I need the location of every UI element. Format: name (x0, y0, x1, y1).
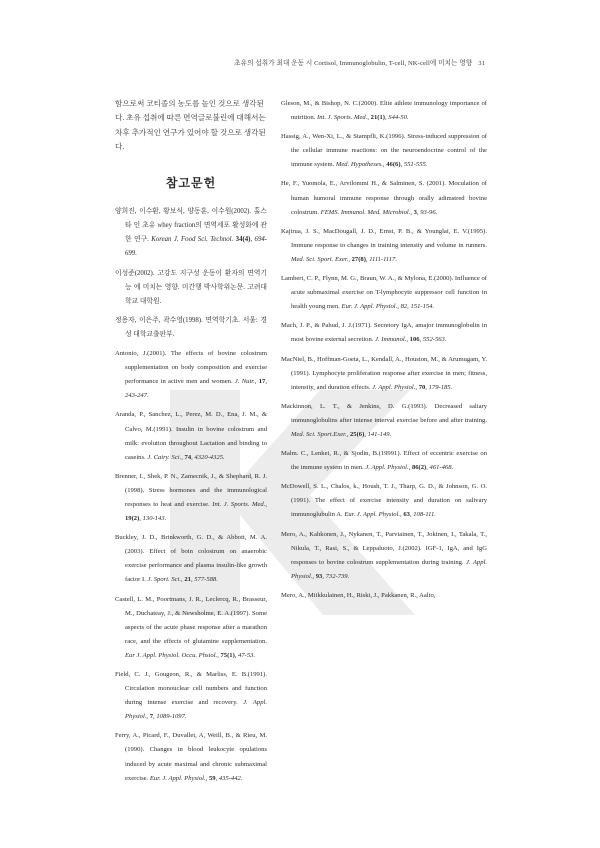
reference-entry (115, 593, 267, 663)
reference-entry (281, 319, 487, 347)
reference-pages: , 552-563. (419, 336, 447, 344)
reference-pages: , 130-143. (139, 515, 167, 523)
reference-volume: 59 (207, 774, 216, 782)
reference-source: Eur. J. Appl. Physiol., (344, 511, 402, 519)
reference-source: Med. Sci. Sport.Exer., (291, 430, 349, 438)
reference-source: J. Nutr., (234, 378, 257, 386)
reference-source: Int. J. Sports. Med., (317, 114, 370, 122)
reference-source: Med. Hypotheses., (335, 161, 385, 169)
reference-text: Field, C. J., Gougeon, R., & Marliss, E. B.(1991). Circulation monouclear cell numbers and function during intense exercise and recovery. (115, 671, 267, 707)
reference-volume: 93 (314, 572, 323, 580)
reference-volume: 7 (148, 713, 154, 721)
reference-volume: 27(8) (349, 255, 366, 263)
reference-text: Kajirua, J. S., MacDougall, J. D., Ernst, P. B., & Younglai, E. V.(1995). Immune response to changes in training intensity and volume in runners. (281, 227, 487, 249)
reference-source: J. Appl. Physiol., (372, 383, 418, 391)
reference-volume: 17 (256, 378, 266, 386)
reference-source: Med. Sci. Sport. Exer., (291, 255, 350, 263)
left-column (115, 97, 267, 791)
reference-text: Gleson, M., & Bishop, N. C.(2000). Elite athlete immunology importance of nutrition. (281, 100, 487, 122)
reference-source: Eur. J. Appl. Physiol., (149, 774, 208, 782)
running-title: 초유의 섭취가 최대 운동 시 Cortisol, Immunoglobulin, T-cell, NK-cell에 미치는 영향 (234, 60, 473, 67)
reference-volume: 106 (408, 336, 420, 344)
reference-entry (115, 267, 267, 309)
reference-entry (281, 97, 487, 125)
reference-entry (281, 177, 487, 219)
reference-pages: , 694-699. (125, 236, 268, 258)
references-heading: 참고문헌 (165, 176, 217, 191)
reference-entry (281, 130, 487, 172)
reference-source: Int. J. Sports. Med., (212, 500, 267, 508)
reference-source: Eur J. Appl. Physiol. Occu. Phsiol., (125, 651, 219, 659)
reference-pages: , S44-50. (384, 114, 409, 122)
reference-entry (281, 589, 487, 603)
reference-text: Castell, L. M., Poortmans, J. R., Leclercq, R., Brasseur, M., Duchateay, J., & Newsholme, E. A.(1997). Some aspects of the acute phase response after a marathon race, and the effects of glutamine supplementation. (115, 595, 267, 645)
reference-text: 이성준(2002). 고강도 지구성 운동이 환자의 면역기능 에 미치는 영향. 미간행 박사학위논문. 고려대학교 대학원. (115, 269, 267, 305)
reference-pages: , 243-247. (125, 378, 267, 400)
reference-source: J. Sport. Sci., (147, 576, 183, 584)
reference-pages: , 1111-1117. (365, 255, 397, 263)
reference-pages: , 108-111. (409, 511, 436, 519)
reference-volume: 75(1) (218, 651, 235, 659)
reference-text: Buckley, J. D., Brinkworth, G. D., & Abbott, M. A. (2003). Effect of boin colostrum on anaerobic exercise performance and plasma insulin-like growth factor I. (115, 534, 267, 584)
reference-text: Lambert, C. P., Flynn, M. G., Braun, W. A., & Mylona, E.(2000). Influence of acute submaximal exercise on T-lymphocyte suppressor cell function in health young men. (281, 275, 487, 311)
reference-pages: , 179-185. (425, 383, 453, 391)
reference-text: Ferry, A., Picard, F., Duvallet, A, Weill, B., & Rieu, M.(1990). Changes in blood leukocyte opulations induced by acute maximal and chronic submaximal exercise. (115, 732, 267, 782)
reference-pages: , 551-555. (400, 161, 428, 169)
reference-volume: 21 (182, 576, 191, 584)
reference-source: J. Appl. Physiol., (291, 558, 487, 580)
reference-pages: , 4320-4325. (191, 453, 225, 461)
reference-entry (115, 347, 267, 403)
reference-entry (281, 480, 487, 522)
reference-pages: , 732-739. (322, 572, 350, 580)
reference-text: Antonio, J.(2001). The effects of bovine colostrum supplementation on body composition and exercise performance in active men and women. (115, 350, 267, 386)
reference-entry (281, 272, 487, 314)
reference-entry (115, 314, 267, 342)
reference-text: MacNiel, B., Hoffman-Goeta, L., Kendall, A., Houston, M., & Arumugam, Y.(1991). Lymphocyte proliferation response after exercise in men; fitness, intensity, and duration effects. (281, 355, 487, 391)
reference-pages: , 577-588. (190, 576, 218, 584)
reference-text: He, F., Yuomola, E., Arvilommi H., & Salminen, S. (2001). Moculation of human humoral immune response through orally adimstred bovine colostrum. (281, 180, 487, 216)
references-list-right (281, 97, 487, 603)
reference-source: J. Immunol., (375, 336, 409, 344)
reference-source: J. Appl. Physiol., (365, 464, 411, 472)
reference-pages: , 47-53. (234, 651, 256, 659)
reference-pages: , 141-149. (364, 430, 392, 438)
reference-text: 정용자, 이은주, 곽수영(1998). 면역학기초. 서울: 경성 대학교출판부. (115, 316, 267, 338)
reference-volume: 34(4) (233, 236, 251, 244)
reference-volume: 25(6) (348, 430, 365, 438)
reference-volume: 3 (412, 208, 417, 216)
page-number: 31 (478, 60, 485, 67)
reference-volume: 19(2) (125, 515, 140, 523)
reference-pages: , 435-442. (215, 774, 243, 782)
right-column (281, 97, 487, 608)
running-head (234, 57, 485, 67)
reference-entry (115, 531, 267, 587)
reference-text: Hassig, A., Wen-Xi, L., & Stampfli, K.(1996). Stress-induced suppression of the cellular immune reactions: on the neuroendocrine control of the immune system. (281, 133, 487, 169)
reference-text: McDowell, S. L., Chalos, k., Housh, T. J., Tharp, G. D., & Johnson, G. O.(1991). The effect of exercise intensity and duration on salivary immunoglubulin A. (281, 483, 487, 519)
reference-text: Mero, A., Kahkonen, J., Nykanen, T., Parviainen, T., Jokinen, I., Takala, T., Nikula, T., Rasi, S., & Leppaluoto, J.(2002). IGF-1, IgA, and IgG responses to bovine colostrum supplementation during training. (281, 530, 487, 566)
reference-source: J. Appl. Physiol., (125, 699, 267, 721)
reference-entry (115, 408, 267, 464)
reference-entry (115, 205, 267, 261)
reference-source: J. Cairy. Sci., (147, 453, 183, 461)
intro-paragraph: 함으로써 코티졸의 농도를 높인 것으로 생각된다. 초유 섭취에 따른 면역글로불린에 대해서는 차후 추가적인 연구가 있어야 할 것으로 생각된다. (115, 99, 266, 151)
reference-text: Aranda, P., Sanchez, L., Perez, M. D., Ena, J. M., & Calvo, M.(1991). Insulin in bovine colostrum and milk: evolution throughout Lactation and binding to caseins. (115, 411, 267, 461)
reference-entry (115, 729, 267, 785)
reference-entry (115, 668, 267, 724)
reference-volume: 70 (417, 383, 426, 391)
reference-entry (281, 447, 487, 475)
reference-pages: , 1089-1097. (153, 713, 187, 721)
reference-volume: 21(1) (369, 114, 385, 122)
reference-entry (115, 470, 267, 526)
reference-pages: , 461-468. (426, 464, 454, 472)
reference-source: Eur. J. Appl. Physiol., (341, 303, 399, 311)
references-list-left (115, 205, 267, 786)
reference-source: Korean J. Food Sci. Technol. (151, 236, 234, 244)
reference-entry (281, 225, 487, 267)
reference-text: Malm. C., Lenkei, R., & Sjodin, B.(19991). Effect of eccentric exercise on the immune system in men. (281, 450, 487, 472)
reference-volume: 63 (401, 511, 410, 519)
reference-text: Brenner, I., Shek, P. N., Zamecnik, J., & Shephard, R. J.(1998). Stress hormones and the immunological responses to heat and exercise. (115, 472, 267, 508)
reference-entry (281, 353, 487, 395)
reference-text: Mach, J. P., & Pahud, J. J.(1971). Secretory IgA, amajor immunoglobulin in most bovine external secretion. (281, 322, 487, 344)
reference-entry (281, 400, 487, 442)
reference-pages: , 93-96. (416, 208, 438, 216)
reference-text: Mackinnon, L. T., & Jenkins, D. G.(1993). Decreased saliary immunoglobulins after intense interval exercise before and after training. (281, 402, 487, 424)
reference-pages: 82, 151-154. (398, 303, 435, 311)
reference-source: FEMS. Immunol. Med. Microbiol., (320, 208, 412, 216)
reference-volume: 86(2) (410, 464, 427, 472)
reference-volume: 46(6) (384, 161, 401, 169)
reference-text: 양희진, 이수환, 황보식, 양동훈, 이수원(2002). 홀스타 인 초유 whey fraction의 면역세포 활성화에 관한 연구. (115, 208, 267, 244)
reference-text: Mero, A., Miikkulainen, H., Riski, J., Pakkanen, R., Aalto, (281, 591, 436, 599)
reference-entry (281, 528, 487, 584)
reference-volume: 74 (182, 453, 192, 461)
